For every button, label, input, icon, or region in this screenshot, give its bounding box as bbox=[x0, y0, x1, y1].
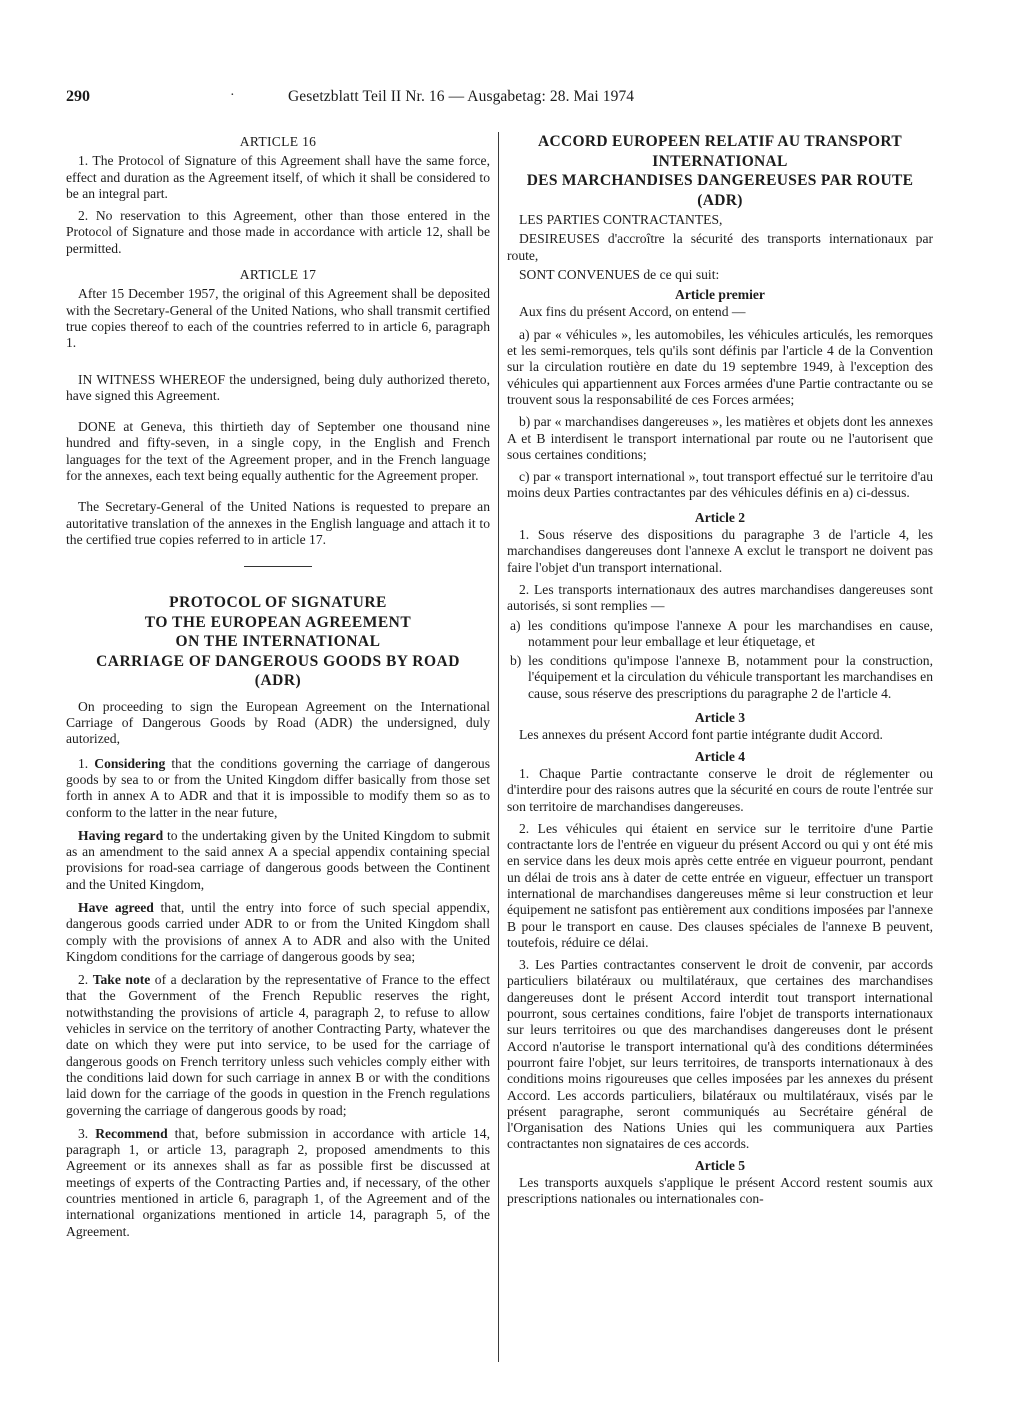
article-16-paragraph-1: 1. The Protocol of Signature of this Agreement shall have the same force, effect and duration as the Agreement itself, of which it shall be considered to be an integral part. bbox=[66, 153, 490, 201]
article-3-heading: Article 3 bbox=[694, 710, 746, 726]
protocol-point-2 bbox=[66, 972, 490, 1119]
convenues-clause: SONT CONVENUES de ce qui suit: bbox=[519, 266, 720, 282]
right-column bbox=[507, 132, 933, 1208]
running-header bbox=[66, 88, 946, 112]
header-title: Gesetzblatt Teil II Nr. 16 — Ausgabetag: 28. Mai 1974 bbox=[288, 88, 635, 105]
protocol-title-line-4: CARRIAGE OF DANGEROUS GOODS BY ROAD bbox=[96, 652, 460, 670]
witness-clause: IN WITNESS WHEREOF the undersigned, being duly authorized thereto, have signed this Agreement. bbox=[66, 371, 490, 403]
article-5-paragraph: Les transports auxquels s'applique le présent Accord restent soumis aux prescriptions nationales ou internationales con- bbox=[507, 1175, 933, 1207]
section-rule bbox=[244, 566, 312, 567]
have-agreed-clause bbox=[66, 900, 490, 965]
article-1-item-b: b) par « marchandises dangereuses », les matières et objets dont les annexes A et B interdisent le transport international par route ou ne l'autorisent que sous certaines conditions; bbox=[507, 414, 933, 462]
article-4-paragraph-3: 3. Les Parties contractantes conservent le droit de convenir, par accords particuliers bilatéraux ou multilatéraux, que certaines des marchandises dangereuses dont le présent Accord interdit tout transport international pourront, sous certaines conditions, faire l'objet de transports internationaux sur leurs territoires ou que des marchandises dangereuses dont le présent Accord n'autorise le transport international qu'à des conditions déterminées pourront faire l'objet, sur leurs territoires, de transports internationaux à des conditions moins rigoureuses que celles imposées par les annexes du présent Accord. Les accords particuliers, bilatéraux ou multilatéraux, visés par le présent paragraphe, seront communiqués au Secrétaire général de l'Organisation des Nations Unies qui les communiquera aux Parties contractantes non signataires de ces accords. bbox=[507, 957, 933, 1152]
done-clause: DONE at Geneva, this thirtieth day of September one thousand nine hundred and fifty-seven, in a single copy, in the English and French languages for the text of the Agreement proper, and in the French language for the annexes, each text being equally authentic for the Agreement proper. bbox=[66, 419, 490, 484]
desireuses-clause: DESIREUSES d'accroître la sécurité des transports internationaux par route, bbox=[507, 231, 933, 263]
point-1-keyword: Considering bbox=[94, 755, 166, 771]
having-regard-keyword: Having regard bbox=[78, 827, 164, 843]
page-number: 290 bbox=[66, 88, 90, 105]
protocol-point-1 bbox=[66, 756, 490, 821]
article-16-paragraph-2: 2. No reservation to this Agreement, other than those entered in the Protocol of Signature and those made in accordance with article 12, shall be permitted. bbox=[66, 208, 490, 256]
article-1-item-c: c) par « transport international », tout transport effectué sur le territoire d'au moins deux Parties contractantes par des véhicules définis en a) ci-dessus. bbox=[507, 469, 933, 501]
article-2-heading: Article 2 bbox=[694, 509, 746, 525]
accord-title-line-1: ACCORD EUROPEEN RELATIF AU TRANSPORT bbox=[538, 133, 902, 150]
having-regard-clause bbox=[66, 828, 490, 893]
protocol-point-3 bbox=[66, 1126, 490, 1240]
left-column bbox=[66, 132, 490, 1240]
secretary-general-clause: The Secretary-General of the United Nations is requested to prepare an autoritative translation of the annexes in the English language and attach it to the certified true copies referred to in article 17. bbox=[66, 499, 490, 547]
have-agreed-keyword: Have agreed bbox=[78, 900, 154, 915]
article-1-intro: Aux fins du présent Accord, on entend — bbox=[519, 304, 746, 320]
point-2-number: 2. bbox=[78, 972, 93, 988]
point-2-text: of a declaration by the representative of France to the effect that the Government of the French Republic reserves the right, notwithstanding the provisions of article 4, paragraph 2, to refuse to allow vehicles in service on the territory of another Contracting Party, whatever the date on which they were put into service, to be used for the carriage of dangerous goods on French territory unless such vehicles comply either with the conditions laid down for such carriage in annex B or with the conditions laid down for the carriage of the goods in question in the French regulations governing the carriage of dangerous goods by road; bbox=[66, 972, 491, 1118]
accord-title bbox=[507, 132, 933, 210]
having-regard-text: to the undertaking given by the United Kingdom to submit as an amendment to the said annex A a special appendix containing special provisions for road-sea carriage of dangerous goods between the Continent and the United Kingdom, bbox=[66, 827, 490, 892]
proceeding-clause: On proceeding to sign the European Agreement on the International Carriage of Dangerous Goods by Road (ADR) the undersigned, duly autorized, bbox=[66, 698, 490, 747]
point-3-text: that, before submission in accordance with article 14, paragraph 1, or article 13, paragraph 2, proposed amendments to this Agreement or its annexes shall as far as possible first be discussed at meetings of experts of the Contracting Parties and, if necessary, of the other countries mentioned in article 6, paragraph 1, of the Agreement and of the international organizations mentioned in article 14, paragraph 5, of the Agreement. bbox=[66, 1125, 491, 1239]
article-17-paragraph: After 15 December 1957, the original of this Agreement shall be deposited with the Secretary-General of the United Nations, who shall transmit certified true copies thereof to each of the countries referred to in article 6, paragraph 1. bbox=[66, 286, 490, 351]
contracting-parties: LES PARTIES CONTRACTANTES, bbox=[519, 212, 723, 227]
protocol-title-line-3: ON THE INTERNATIONAL bbox=[175, 633, 381, 651]
article-2-item-b: b) les conditions qu'impose l'annexe B, notamment pour la construction, l'équipement et la circulation du véhicule transportant les marchandises en cause, sous réserve des prescriptions du paragraphe 2 de l'article 4. bbox=[510, 653, 933, 701]
header-dot: · bbox=[230, 88, 235, 103]
article-1-item-a: a) par « véhicules », les automobiles, les véhicules articulés, les remorques et les semi-remorques, tels qu'ils sont définis par l'article 4 de la Convention sur la circulation routière en date du 19 septembre 1949, à l'exception des véhicules qui appartiennent aux Forces armées d'une Partie contractante ou se trouvent sous la responsabilité de ces Forces armées; bbox=[507, 326, 933, 407]
article-5-heading: Article 5 bbox=[694, 1157, 746, 1173]
column-divider bbox=[498, 132, 499, 1362]
protocol-title bbox=[66, 593, 490, 691]
point-2-keyword: Take note bbox=[92, 972, 151, 988]
have-agreed-text: that, until the entry into force of such special appendix, dangerous goods carried under ADR to or from the United Kingdom shall comply with the provisions of annex A to ADR and also with the United Kingdom conditions for the carriage of dangerous goods by sea; bbox=[66, 900, 490, 964]
point-3-keyword: Recommend bbox=[95, 1125, 168, 1141]
article-4-heading: Article 4 bbox=[694, 748, 746, 764]
article-17-heading: ARTICLE 17 bbox=[239, 267, 317, 283]
article-2-item-a: a) les conditions qu'impose l'annexe A pour les marchandises en cause, notamment pour leur emballage et leur étiquetage, et bbox=[510, 617, 933, 649]
article-16-heading: ARTICLE 16 bbox=[239, 134, 317, 149]
point-1-text: that the conditions governing the carriage of dangerous goods by sea to or from the United Kingdom differ basically from those set forth in annex A to ADR and that it is impossible to modify them so as to conform to the latter in the near future, bbox=[66, 755, 490, 820]
article-3-paragraph: Les annexes du présent Accord font partie intégrante dudit Accord. bbox=[519, 727, 883, 743]
article-4-paragraph-1: 1. Chaque Partie contractante conserve le droit de réglementer ou d'interdire pour des raisons autres que la sécurité en cours de route l'entrée sur son territoire de marchandises dangereuses. bbox=[507, 765, 933, 814]
article-2-paragraph-2: 2. Les transports internationaux des autres marchandises dangereuses sont autorisés, si sont remplies — bbox=[507, 581, 933, 614]
protocol-title-line-2: TO THE EUROPEAN AGREEMENT bbox=[144, 613, 412, 631]
protocol-title-line-5: (ADR) bbox=[254, 672, 302, 690]
protocol-title-line-1: PROTOCOL OF SIGNATURE bbox=[169, 594, 387, 612]
article-2-paragraph-1: 1. Sous réserve des dispositions du paragraphe 3 de l'article 4, les marchandises dangereuses dont l'annexe A exclut le transport ne doivent pas faire l'objet d'un transport international. bbox=[507, 527, 933, 575]
accord-title-line-4: (ADR) bbox=[697, 191, 743, 209]
accord-title-line-3: DES MARCHANDISES DANGEREUSES PAR ROUTE bbox=[526, 172, 914, 189]
accord-title-line-2: INTERNATIONAL bbox=[652, 152, 788, 170]
article-4-paragraph-2: 2. Les véhicules qui étaient en service sur le territoire d'une Partie contractante lors de l'entrée en vigueur du présent Accord ou qui y ont été mis en service dans les deux mois après cette entrée en vigueur pourront, pendant un délai de trois ans à dater de cette entrée en vigueur, effectuer un transport international de marchandises dangereuses même si leur construction et leur équipement ne satisfont pas entièrement aux conditions imposées par l'annexe B pour le transport en cause. Des clauses spéciales de l'annexe B peuvent, toutefois, réduire ce délai. bbox=[507, 820, 933, 950]
article-1-heading: Article premier bbox=[675, 287, 765, 303]
point-3-number: 3. bbox=[78, 1125, 96, 1141]
point-1-number: 1. bbox=[78, 755, 95, 771]
